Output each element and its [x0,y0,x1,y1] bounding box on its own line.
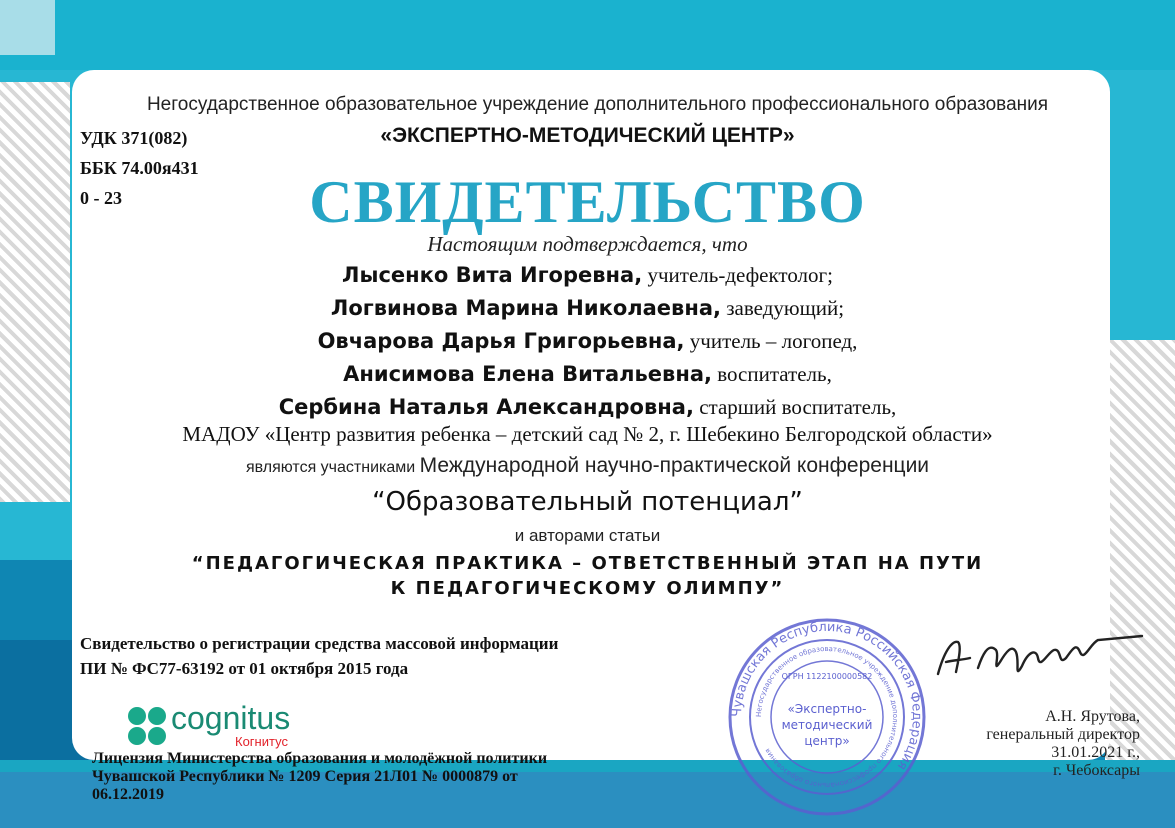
registration-line2: ПИ № ФС77-63192 от 01 октября 2015 года [80,659,409,678]
person-row [0,262,1175,288]
director-signature [930,622,1150,692]
person-role: заведующий; [721,296,845,320]
frame-top-band [0,0,1175,70]
logo-subname: Когнитус [235,734,288,749]
udk-code: УДК 371(082) [80,128,188,148]
license-line3: 06.12.2019 [92,786,164,803]
institution-name: МАДОУ «Центр развития ребенка – детский сад № 2, г. Шебекино Белгородской области» [182,422,993,446]
person-name: Лысенко Вита Игоревна, [342,263,643,287]
director-name: А.Н. Ярутова, [1045,708,1140,725]
cognitus-logo [125,700,325,752]
conference-name: “Образовательный потенциал” [372,487,803,517]
person-role: старший воспитатель, [693,395,897,419]
person-name: Логвинова Марина Николаевна, [330,296,721,320]
person-role: учитель-дефектолог; [642,263,833,287]
organization-name: Негосударственное образовательное учреждение дополнительного профессионального образования [146,94,1049,115]
person-row [0,361,1175,387]
stamp-center-line1: «Экспертно- [787,702,867,716]
stamp-center-line2: методический [781,718,873,732]
person-name: Овчарова Дарья Григорьевна, [317,329,685,353]
stamp-ogrn: ОГРН 1122100000582 [781,672,873,681]
person-row [0,328,1175,354]
signature-city: г. Чебоксары [1053,762,1140,779]
members-line [0,454,1175,478]
stamp-outer-text: Чувашская Республика Российская Федерация [729,619,925,773]
person-role: учитель – логопед, [684,329,858,353]
logo-name: cognitus [171,700,291,736]
frame-corner-light [0,0,55,55]
handwritten-signature-icon [930,622,1150,692]
license-line2: Чувашской Республики № 1209 Серия 21Л01 № 0000879 от [92,768,518,785]
person-name: Анисимова Елена Витальевна, [343,362,712,386]
director-position: генеральный директор [986,726,1140,743]
author-code: 0 - 23 [80,188,122,208]
signature-date: 31.01.2021 г., [1051,744,1140,761]
person-row [0,295,1175,321]
stamp-seal-icon [727,617,927,817]
members-prefix: являются участниками [245,459,420,476]
article-title-line2: К ПЕДАГОГИЧЕСКОМУ ОЛИМПУ” [390,578,785,599]
confirm-text: Настоящим подтверждается, что [427,232,748,256]
authors-text: и авторами статьи [514,526,661,545]
certificate-title: СВИДЕТЕЛЬСТВО [309,169,866,235]
center-name: «ЭКСПЕРТНО-МЕТОДИЧЕСКИЙ ЦЕНТР» [380,124,795,147]
stamp-center-line3: центр» [804,734,850,748]
svg-text:Негосударственное образователь [755,645,899,789]
bbk-code: ББК 74.00я431 [80,158,199,178]
person-row [0,394,1175,420]
person-name: Сербина Наталья Александровна, [278,395,694,419]
article-title-line1: “ПЕДАГОГИЧЕСКАЯ ПРАКТИКА – ОТВЕТСТВЕННЫЙ ЭТАП НА ПУТИ [191,553,984,574]
official-stamp [727,617,927,817]
conference-type: Международной научно-практической конференции [419,454,930,477]
person-role: воспитатель, [712,362,832,386]
stamp-inner-text: Негосударственное образовательное учреждение дополнительного профессионального образования [754,644,900,790]
license-line1: Лицензия Министерства образования и молодёжной политики [92,750,548,767]
registration-line1: Свидетельство о регистрации средства массовой информации [80,634,559,653]
